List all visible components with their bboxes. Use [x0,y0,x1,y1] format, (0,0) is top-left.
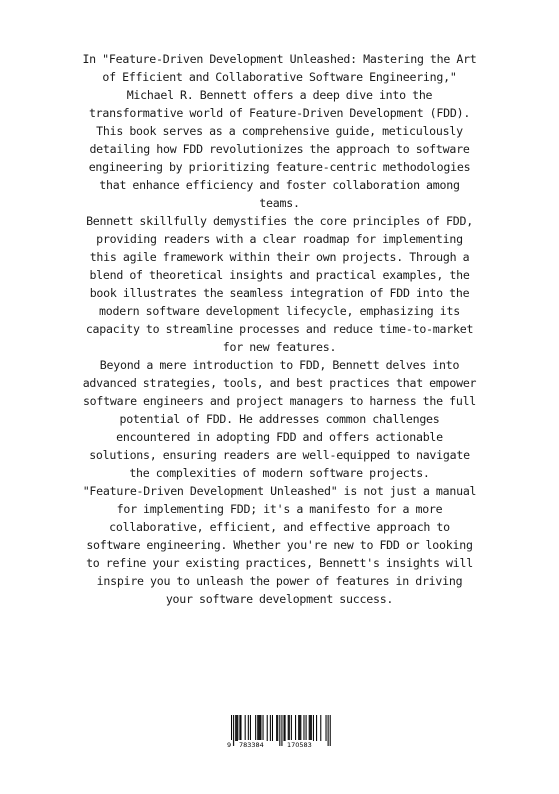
description-paragraph-4: "Feature-Driven Development Unleashed" is not just a manual for implementing FDD; it's a manifesto for a more collaborative, efficient, and effective approach to software engineering. Whether you're new to FDD or looking to refine your existing practices, Bennett's insights will inspire you to unleash the power of features in driving your software development success. [82,484,477,606]
barcode-bar [258,715,259,741]
barcode-digits [226,740,334,751]
barcode-bar [270,715,271,741]
barcode-bar [295,715,296,741]
barcode-bar [277,715,278,741]
barcode-bar [291,715,292,741]
barcode-bar [313,715,314,741]
barcode-bar [300,715,301,741]
barcode-bar [267,715,268,741]
description-paragraph-1: In "Feature-Driven Development Unleashed: Mastering the Art of Efficient and Collaborative Software Engineering," Michael R. Bennett offers a deep dive into the transformative world of Feature-Driven Development (FDD). This book serves as a comprehensive guide, meticulously detailing how FDD revolutionizes the approach to software engineering by prioritizing feature-centric methodologies that enhance efficiency and foster collaboration among teams. [82,52,477,210]
barcode-bar [236,715,237,741]
barcode-bar [235,715,236,741]
barcode-bar [284,715,285,741]
barcode-bar [263,715,264,741]
barcode-bar [299,715,300,741]
barcode-bar [248,715,249,741]
barcode-bar [272,715,273,741]
barcode-bar [303,715,304,741]
description-paragraph-2: Bennett skillfully demystifies the core principles of FDD, providing readers with a clear roadmap for implementing this agile framework within their own projects. Through a blend of theoretical insights and practical examples, the book illustrates the seamless integration of FDD into the modern software development lifecycle, emphasizing its capacity to streamline processes and reduce time-to-market for new features. [85,214,474,354]
barcode-bar [316,715,317,741]
description-paragraph-3: Beyond a mere introduction to FDD, Bennett delves into advanced strategies, tools, and best practices that empower software engineers and project managers to harness the full potential of FDD. He addresses common challenges encountered in adopting FDD and offers actionable solutions, ensuring readers are well-equipped to navigate the complexities of modern software projects. [82,358,477,480]
barcode-bar [288,715,289,741]
barcode-bar [240,715,241,741]
barcode-bar [320,715,321,741]
barcode-bar [257,715,258,741]
barcode-bar [310,715,311,741]
barcode-lead-digit: 9 [227,741,232,749]
barcode-bar [250,715,251,741]
book-description [82,50,477,608]
barcode-right-digits: 170583 [287,741,312,749]
barcode-bar [259,715,260,741]
barcode-bar [326,715,327,741]
barcode-bar [289,715,290,741]
barcode-bar [306,715,307,741]
barcode-bar [285,715,286,741]
barcode-bar [239,715,240,741]
barcode-bar [298,715,299,741]
barcode-bar [237,715,238,741]
barcode-bar [309,715,310,741]
barcode-bar [260,715,261,741]
barcode-bar [311,715,312,741]
barcode-bar [245,715,246,741]
barcode-bar [276,715,277,741]
barcode-left-digits: 783384 [239,741,264,749]
isbn-barcode [226,715,334,751]
barcode-bar [255,715,256,741]
